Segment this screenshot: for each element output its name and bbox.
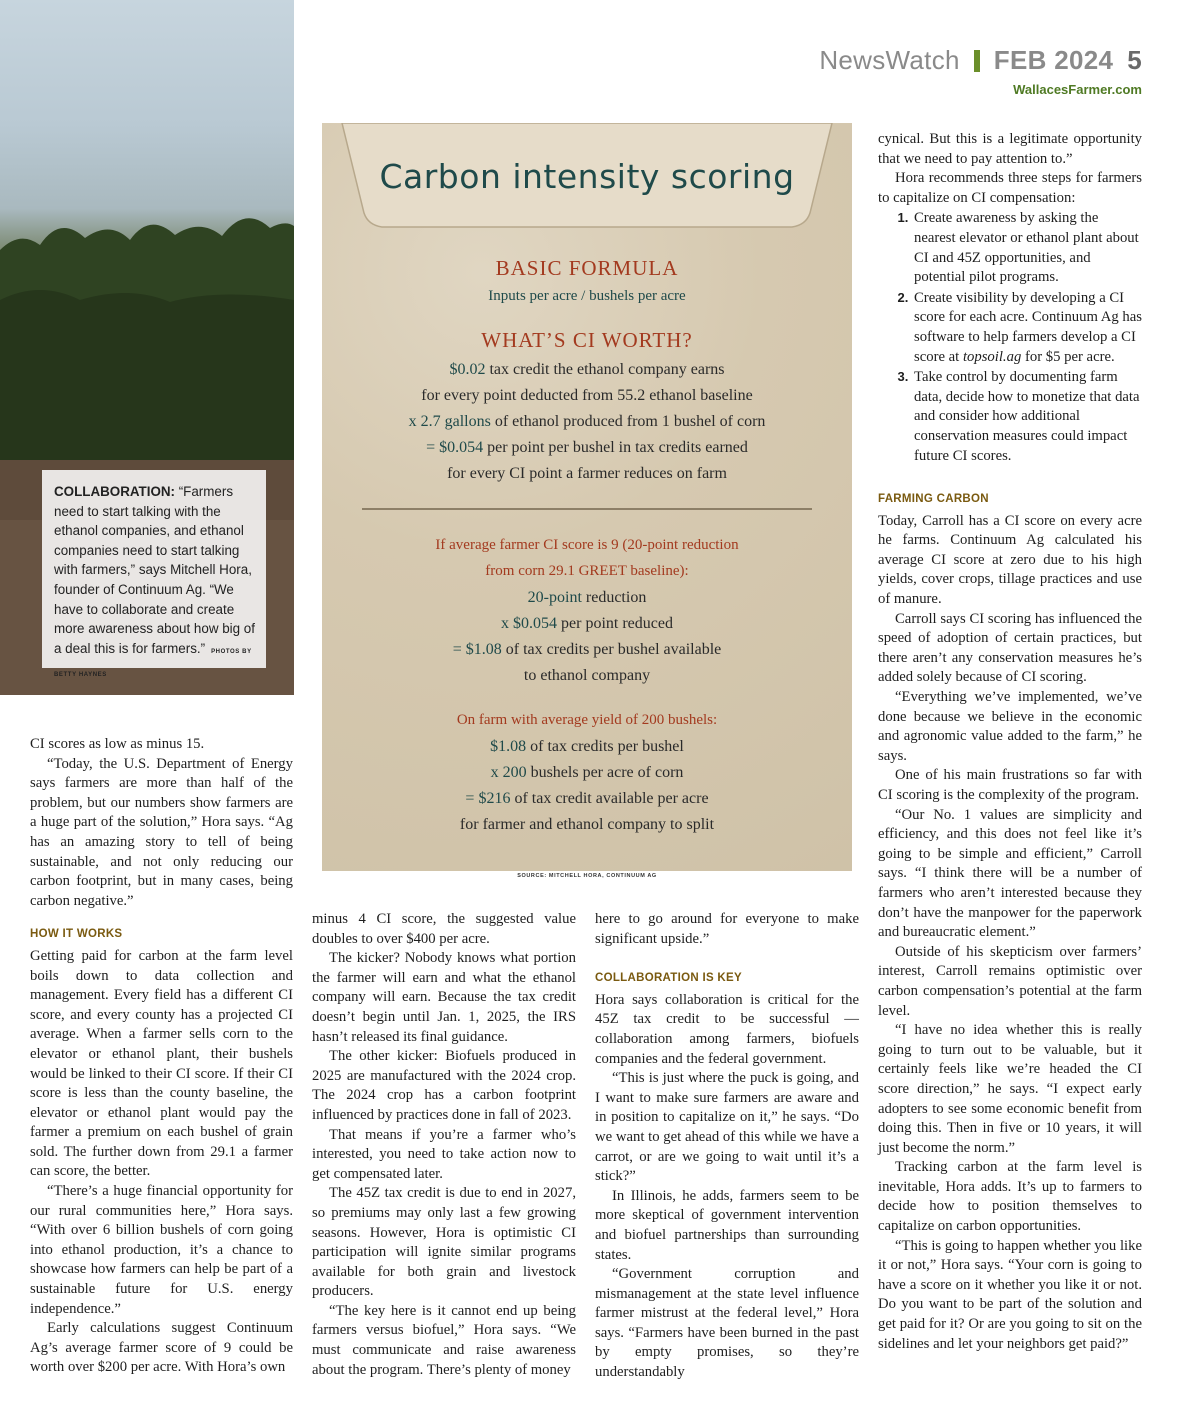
paragraph: “Our No. 1 values are simplicity and efficiency, and this does not feel like it’s going to be simple and efficient,” Carroll says. “I think there will be a number of farmers who aren’t interested because they don’t have the manpower for the paperwork and bureaucratic element.” [878,806,1142,941]
example2-line: = $216 of tax credit available per acre [465,790,709,807]
example2-line: for farmer and ethanol company to split [459,816,715,833]
paragraph: Outside of his skepticism over farmers’ interest, Carroll remains optimistic over carbon compensation’s potential at the farm level. [878,943,1142,1019]
paragraph: That means if you’re a farmer who’s interested, you need to take action now to get compensated later. [312,1126,576,1182]
example1-line: = $1.08 of tax credits per bushel available [452,641,722,658]
list-item: 2. Create visibility by developing a CI score for each acre. Continuum Ag has software to help farmers develop a CI score at topsoil.ag for $5 per acre. [912,288,1142,367]
steps-list [878,208,1142,466]
example1-line: 20-point reduction [527,589,647,606]
paragraph: “This is just where the puck is going, and I want to make sure farmers are aware and in position to capitalize on it,” he says. “Do we want to get ahead of this while we have a carrot, or are we going to wait until it’s a stick?” [595,1070,859,1185]
example1-heading-cont: from corn 29.1 GREET baseline): [485,563,689,579]
example1-line: x $0.054 per point reduced [501,615,673,632]
example1-heading: If average farmer CI score is 9 (20-point reduction [435,537,739,553]
paragraph: minus 4 CI score, the suggested value doubles to over $400 per acre. [312,911,576,947]
formula-heading: BASIC FORMULA [495,256,679,280]
header-divider [974,50,980,72]
article-column-1 [30,735,293,1378]
page-header [819,45,1142,97]
paragraph: Carroll says CI scoring has influenced the speed of adoption of certain practices, but there aren’t any conservation measures he’s added solely because of CI scoring. [878,610,1142,686]
worth-line: $0.02 tax credit the ethanol company earns [449,361,725,378]
paragraph: “The key here is it cannot end up being farmers versus biofuel,” Hora says. “We must communicate and raise awareness about the program. There’s plenty of money [312,1302,576,1378]
website-link[interactable]: WallacesFarmer.com [1013,82,1142,97]
example1-line: to ethanol company [523,667,651,684]
paragraph: Hora says collaboration is critical for the 45Z tax credit to be successful — collaboration among farmers, biofuels companies and the federal government. [595,991,859,1067]
example2-heading: On farm with average yield of 200 bushels: [456,712,718,728]
subhead-farming-carbon: FARMING CARBON [878,493,989,506]
section-name: NewsWatch [819,45,960,75]
subhead-how-it-works: HOW IT WORKS [30,928,123,941]
paragraph: Getting paid for carbon at the farm level boils down to data collection and management. Every field has a different CI score, and every county has a projected CI average. When a farmer sells corn to the elevator or ethanol plant, their bushels would be linked to their CI score. If their CI score is less than the county baseline, the elevator or ethanol plant would pay the farmer a premium on each bushel of grain sold. The further down from 29.1 a farmer can score, the better. [30,947,293,1180]
paragraph: The kicker? Nobody knows what portion the farmer will earn and what the ethanol company will earn. Because the tax credit doesn’t begin until Jan. 1, 2025, the IRS hasn’t released its final guidance. [312,950,576,1045]
page-number: 5 [1127,45,1142,75]
paragraph: “There’s a huge financial opportunity for our rural communities here,” Hora says. “With over 6 billion bushels of corn going into ethanol production, it’s a chance to showcase how farmers can help be part of a sustainable future for U.S. energy independence.” [30,1183,293,1317]
infographic-source: SOURCE: MITCHELL HORA, CONTINUUM AG [517,873,657,879]
paragraph: “Government corruption and mismanagement at the state level influence farmer mistrust at the federal level,” Hora says. “Farmers have been burned in the past by empty promises, so they’re understandably [595,1266,859,1381]
paragraph: cynical. But this is a legitimate opportunity that we need to pay attention to.” [878,131,1142,167]
topsoil-link[interactable]: topsoil.ag [962,348,1022,365]
article-column-4 [878,130,1142,1354]
paragraph: Today, Carroll has a CI score on every acre he farms. Continuum Ag calculated his average CI score at zero due to his high yields, cover crops, tillage practices and use of manure. [878,512,1142,608]
formula-text: Inputs per acre / bushels per acre [488,288,686,304]
worth-heading: WHAT’S CI WORTH? [481,328,693,352]
subhead-collaboration-is-key: COLLABORATION IS KEY [595,972,742,985]
issue-date: FEB 2024 [993,45,1114,75]
paragraph: “I have no idea whether this is really going to turn out to be valuable, but it certainly feels like we’re headed the CI score direction,” he says. “I expect early adopters to see some economic benefit from doing this. Then in five or 10 years, it will just become the norm.” [878,1022,1142,1156]
infographic-title: Carbon intensity scoring [379,157,795,196]
worth-line: for every CI point a farmer reduces on farm [447,465,727,482]
example2-line: $1.08 of tax credits per bushel [490,738,684,755]
section-divider [362,508,812,510]
list-item: 3. Take control by documenting farm data, decide how to monetize that data and consider how additional conservation measures could impact future CI scores. [912,367,1142,466]
worth-line: x 2.7 gallons of ethanol produced from 1 bushel of corn [408,413,766,430]
caption-text: “Farmers need to start talking with the ethanol companies, and ethanol companies need to start talking with farmers,” says Mitchell Hora, founder of Continuum Ag. “We have to collaborate and create more awareness about how big of a deal this is for farmers.” [54,484,255,656]
paragraph: Tracking carbon at the farm level is inevitable, Hora adds. It’s up to farmers to decide how to position themselves to capitalize on carbon opportunities. [878,1159,1142,1235]
caption-label: COLLABORATION: [54,484,175,499]
header-line [819,45,1142,76]
paragraph: Hora recommends three steps for farmers to capitalize on CI compensation: [878,170,1142,206]
worth-line: for every point deducted from 55.2 ethanol baseline [421,387,753,404]
paragraph: The 45Z tax credit is due to end in 2027, so premiums may only last a few growing seasons. However, Hora is optimistic CI participation will ignite similar programs available for both grain and livestock producers. [312,1185,576,1300]
ci-scoring-infographic [322,123,852,871]
paragraph: “Today, the U.S. Department of Energy says farmers are more than half of the problem, but our numbers show farmers are a huge part of the solution,” Hora says. “Ag has an amazing story to tell of being sustainable, and not only reducing our carbon footprint, but in many cases, being carbon negative.” [30,755,293,909]
paragraph: One of his main frustrations so far with CI scoring is the complexity of the program. [878,767,1142,803]
paragraph: CI scores as low as minus 15. [30,736,205,752]
paragraph: “Everything we’ve implemented, we’ve done because we believe in the economic and agronomic value added to the farm,” he says. [878,689,1142,764]
photo-credit: PHOTOS BY BETTY HAYNES [54,648,252,679]
example2-line: x 200 bushels per acre of corn [490,764,684,781]
paragraph: The other kicker: Biofuels produced in 2025 are manufactured with the 2024 crop. The 2024 crop has a carbon footprint influenced by practices done in fall of 2023. [312,1048,576,1123]
article-column-3 [595,910,859,1383]
paragraph: In Illinois, he adds, farmers seem to be more skeptical of government intervention and biofuel partnerships than surrounding states. [595,1187,859,1263]
farm-field-photo [0,0,294,695]
article-column-2 [312,910,576,1380]
worth-line: = $0.054 per point per bushel in tax credits earned [426,439,748,456]
paragraph: “This is going to happen whether you like it or not,” Hora says. “Your corn is going to have a score on it whether you like it or not. Do you want to be part of the solution and get paid for it? Or are you going to sit on the sidelines and let your neighbors get paid?” [878,1237,1142,1352]
paragraph: Early calculations suggest Continuum Ag’s average farmer score of 9 could be worth over $200 per acre. With Hora’s own [30,1320,293,1376]
photo-caption [42,470,266,679]
list-item: 1. Create awareness by asking the nearest elevator or ethanol plant about CI and 45Z opportunities, and potential pilot programs. [912,208,1142,287]
paragraph: here to go around for everyone to make significant upside.” [595,911,859,947]
